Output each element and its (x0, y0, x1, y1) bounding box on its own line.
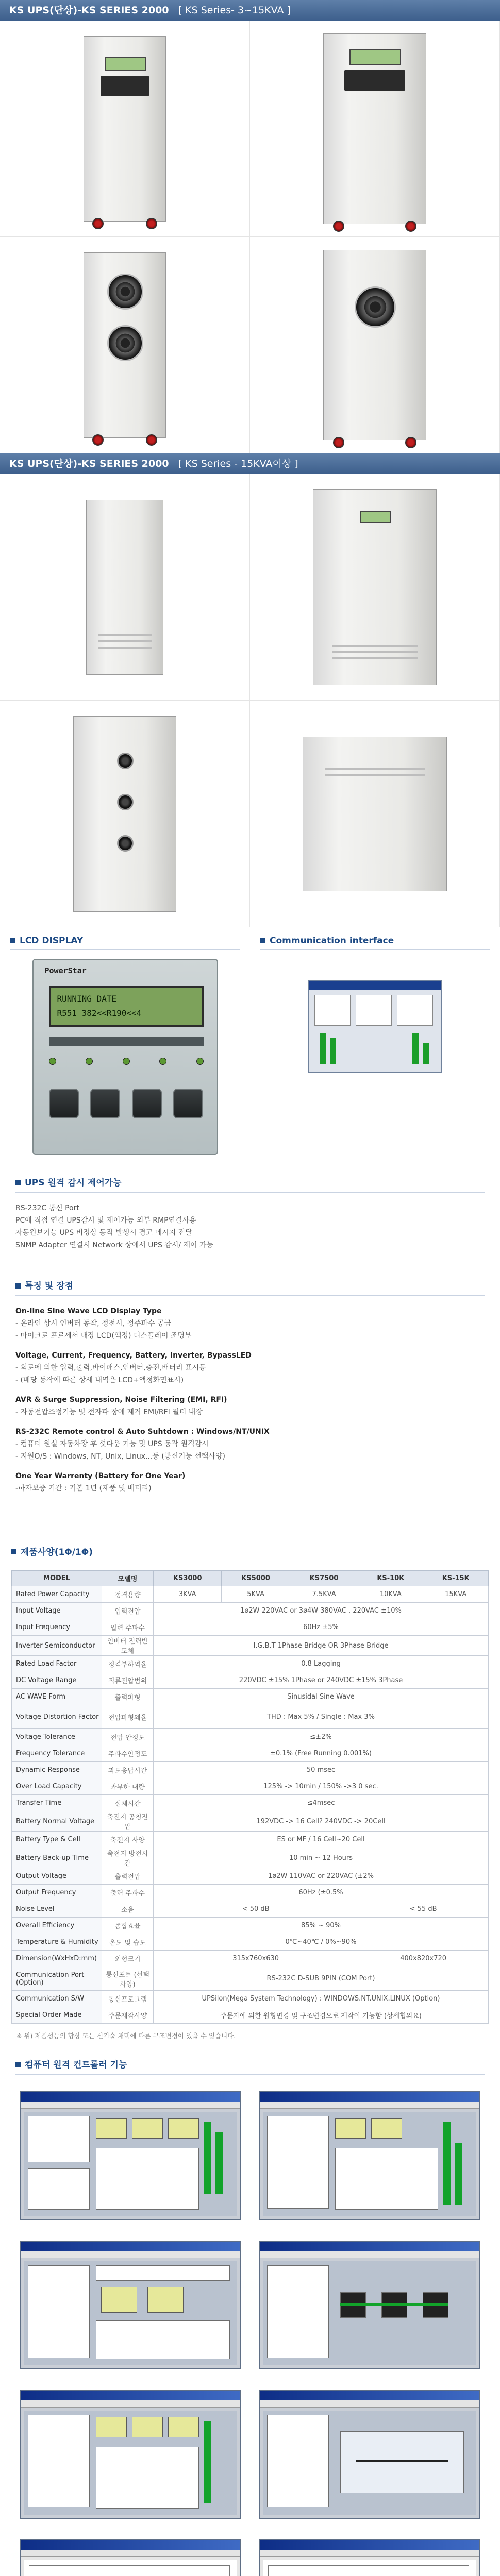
spec-model-cell: Voltage Tolerance (12, 1729, 102, 1745)
spec-table (11, 1570, 489, 2024)
spec-header-cell: MODEL (12, 1571, 102, 1586)
square-bullet-icon (10, 938, 15, 943)
spec-korean-cell: 축전지 공칭전압 (102, 1811, 154, 1832)
feature-title: AVR & Surge Suppression, Noise Filtering (EMI, RFI) (15, 1396, 227, 1404)
spec-korean-cell: 축전지 사양 (102, 1832, 154, 1848)
spec-value-cell: 5KVA (222, 1586, 290, 1603)
lcd-screen-line1: RUNNING DATE (57, 994, 117, 1004)
spec-row (12, 1934, 489, 1951)
feature-title: One Year Warrenty (Battery for One Year) (15, 1472, 186, 1480)
square-bullet-icon (11, 1549, 16, 1554)
communication-column (250, 927, 500, 1170)
square-bullet-icon (15, 1283, 21, 1289)
product-photo-front-small (0, 21, 250, 237)
spec-korean-cell: 절체시간 (102, 1795, 154, 1811)
software-heading-wrap (0, 2049, 500, 2086)
spec-row (12, 1848, 489, 1868)
spec-korean-cell: 주파수안정도 (102, 1745, 154, 1762)
spec-header-row (12, 1571, 489, 1586)
square-bullet-icon (260, 938, 265, 943)
spec-value-cell: 10KVA (358, 1586, 423, 1603)
spec-value-cell: 주문자에 의한 원형변경 및 구조변경으로 제작이 가능함 (상세협의요) (154, 2007, 489, 2024)
spec-header-cell: KS-10K (358, 1571, 423, 1586)
spec-model-cell: AC WAVE Form (12, 1689, 102, 1705)
spec-value-cell: ≤±2% (154, 1729, 489, 1745)
remote-line: RS-232C 통신 Port (15, 1204, 79, 1212)
spec-value-cell: THD : Max 5% / Single : Max 3% (154, 1705, 489, 1729)
spec-korean-cell: 직류전압범위 (102, 1672, 154, 1689)
feature-line: - 마이크로 프로세서 내장 LCD(액정) 디스플레이 조명부 (15, 1332, 192, 1340)
spec-value-cell: 1ø2W 110VAC or 220VAC (±2% (154, 1868, 489, 1885)
remote-line: 자동원보기능 UPS 비정상 동작 발생시 경고 메시지 전달 (15, 1229, 192, 1237)
led-icon (49, 1058, 56, 1065)
spec-korean-cell: 외형크기 (102, 1951, 154, 1967)
led-icon (159, 1058, 166, 1065)
spec-model-cell: Temperature & Humidity (12, 1934, 102, 1951)
spec-row (12, 1762, 489, 1778)
remote-line: SNMP Adapter 연결시 Network 상에서 UPS 감시/ 제어 가능 (15, 1241, 214, 1249)
software-screenshot-grid (0, 2086, 500, 2576)
spec-korean-cell: 출력 주파수 (102, 1885, 154, 1901)
spec-korean-cell: 종합효율 (102, 1918, 154, 1934)
section-bar-15kva-plus (0, 453, 500, 474)
spec-value-cell: < 55 dB (358, 1901, 489, 1918)
spec-row (12, 1868, 489, 1885)
spec-korean-cell: 소음 (102, 1901, 154, 1918)
spec-row (12, 1619, 489, 1636)
spec-row (12, 2007, 489, 2024)
spec-header-cell: KS-15K (423, 1571, 489, 1586)
spec-model-cell: Input Voltage (12, 1603, 102, 1619)
communication-screenshot (308, 980, 442, 1073)
spec-korean-cell: 출력전압 (102, 1868, 154, 1885)
spec-korean-cell: 통신포트 (선택사양) (102, 1967, 154, 1991)
led-icon (86, 1058, 93, 1065)
ups-cabinet-image (303, 737, 447, 891)
spec-value-cell: 7.5KVA (290, 1586, 358, 1603)
spec-value-cell: 0.8 Lagging (154, 1656, 489, 1672)
lcd-panel-image (32, 959, 218, 1155)
ups-cabinet-image (323, 250, 426, 440)
ups-cabinet-image (73, 716, 176, 912)
spec-korean-cell: 입력 주파수 (102, 1619, 154, 1636)
spec-korean-cell: 입력전압 (102, 1603, 154, 1619)
feature-line: - 자동전압조정기능 및 전자파 장애 제거 EMI/RFI 필터 내장 (15, 1408, 203, 1416)
spec-model-cell: Dimension(WxHxD:mm) (12, 1951, 102, 1967)
spec-row (12, 1586, 489, 1603)
spec-table-body (12, 1586, 489, 2024)
spec-heading: 제품사양(1Φ/1Φ) (11, 1545, 489, 1561)
spec-value-cell: 60Hz ±5% (154, 1619, 489, 1636)
spec-value-cell: 10 min ~ 12 Hours (154, 1848, 489, 1868)
spec-model-cell: Output Frequency (12, 1885, 102, 1901)
spec-value-cell: < 50 dB (154, 1901, 358, 1918)
spec-section (0, 1540, 500, 2049)
spec-model-cell: Communication Port (Option) (12, 1967, 102, 1991)
lcd-communication-row (0, 927, 500, 1170)
software-screenshot (259, 2241, 480, 2369)
spec-korean-cell: 온도 및 습도 (102, 1934, 154, 1951)
ups-cabinet-image (84, 36, 166, 222)
features-block (0, 1273, 500, 1540)
spec-value-cell: UPSilon(Mega System Technology) : WINDOWS.NT.UNIX.LINUX (Option) (154, 1991, 489, 2007)
feature-line: - 컴퓨터 원실 자동차장 후 셧다운 기능 및 UPS 동작 원격감시 (15, 1440, 209, 1448)
spec-header-cell: KS3000 (154, 1571, 222, 1586)
spec-row (12, 1729, 489, 1745)
spec-model-cell: Special Order Made (12, 2007, 102, 2024)
spec-value-cell: ±0.1% (Free Running 0.001%) (154, 1745, 489, 1762)
spec-model-cell: Overall Efficiency (12, 1918, 102, 1934)
software-heading: 컴퓨터 원격 컨트롤러 기능 (15, 2059, 485, 2075)
lcd-screen (49, 986, 204, 1027)
section-title: KS UPS(단상)-KS SERIES 2000 (9, 458, 169, 469)
spec-value-cell: ES or MF / 16 Cell~20 Cell (154, 1832, 489, 1848)
feature-title: RS-232C Remote control & Auto Suhtdown : Windows/NT/UNIX (15, 1428, 270, 1436)
spec-korean-cell: 정격부하역율 (102, 1656, 154, 1672)
spec-value-cell: 400x820x720 (358, 1951, 489, 1967)
communication-heading: Communication interface (260, 936, 490, 950)
panel-button-icon (173, 1089, 203, 1118)
spec-model-cell: Over Load Capacity (12, 1778, 102, 1795)
spec-row (12, 1603, 489, 1619)
spec-model-cell: Rated Power Capacity (12, 1586, 102, 1603)
brand-label: PowerStar (44, 966, 87, 975)
spec-value-cell: 1ø2W 220VAC or 3ø4W 380VAC , 220VAC ±10% (154, 1603, 489, 1619)
remote-line: PC에 직접 연결 UPS감시 및 제어가능 외부 RMP연결사용 (15, 1216, 196, 1225)
software-screenshot (20, 2241, 241, 2369)
software-screenshot (20, 2539, 241, 2576)
ups-cabinet-image (313, 489, 437, 685)
ups-cabinet-image (86, 500, 163, 675)
product-photo-rear-big (250, 701, 500, 927)
spec-korean-cell: 주문제작사양 (102, 2007, 154, 2024)
spec-row (12, 1636, 489, 1656)
spec-korean-cell: 과도응답시간 (102, 1762, 154, 1778)
product-photo-back-small (0, 237, 250, 453)
spec-row (12, 1795, 489, 1811)
feature-line: -하자보증 기간 : 기본 1년 (제품 및 배터리) (15, 1484, 152, 1493)
spec-model-cell: Frequency Tolerance (12, 1745, 102, 1762)
software-screenshot (20, 2390, 241, 2519)
remote-monitoring-block (0, 1170, 500, 1273)
spec-model-cell: Voltage Distortion Factor (12, 1705, 102, 1729)
spec-value-cell: 315x760x630 (154, 1951, 358, 1967)
spec-model-cell: Battery Normal Voltage (12, 1811, 102, 1832)
lcd-display-column (0, 927, 250, 1170)
product-photos-3-15kva (0, 21, 500, 453)
spec-row (12, 1918, 489, 1934)
product-photo-front-big (250, 474, 500, 701)
section-bar-3-15kva (0, 0, 500, 21)
square-bullet-icon (15, 1180, 21, 1185)
ups-cabinet-image (323, 33, 426, 224)
led-row (49, 1058, 204, 1065)
spec-korean-cell: 과부하 내량 (102, 1778, 154, 1795)
features-heading: 특징 및 장점 (15, 1280, 485, 1296)
spec-value-cell: Sinusidal Sine Wave (154, 1689, 489, 1705)
spec-model-cell: Battery Back-up Time (12, 1848, 102, 1868)
panel-button-row (49, 1089, 204, 1118)
spec-model-cell: Dynamic Response (12, 1762, 102, 1778)
led-icon (196, 1058, 204, 1065)
spec-model-cell: Input Frequency (12, 1619, 102, 1636)
spec-value-cell: RS-232C D-SUB 9PIN (COM Port) (154, 1967, 489, 1991)
spec-model-cell: DC Voltage Range (12, 1672, 102, 1689)
spec-value-cell: I.G.B.T 1Phase Bridge OR 3Phase Bridge (154, 1636, 489, 1656)
product-photo-front-large (250, 21, 500, 237)
panel-button-icon (132, 1089, 162, 1118)
panel-button-icon (90, 1089, 120, 1118)
spec-model-cell: Transfer Time (12, 1795, 102, 1811)
feature-line: - (배당 동작에 따른 상세 내역은 LCD+액정화면표시) (15, 1376, 184, 1384)
spec-model-cell: Battery Type & Cell (12, 1832, 102, 1848)
spec-value-cell: 125% -> 10min / 150% ->3 0 sec. (154, 1778, 489, 1795)
spec-korean-cell: 전압파형왜율 (102, 1705, 154, 1729)
feature-line: - 회로에 의한 입력,출력,바이패스,인버터,충전,배터리 표시등 (15, 1364, 206, 1372)
spec-model-cell: Output Voltage (12, 1868, 102, 1885)
spec-row (12, 1656, 489, 1672)
spec-row (12, 1689, 489, 1705)
spec-model-cell: Noise Level (12, 1901, 102, 1918)
product-photos-15kva-plus (0, 474, 500, 927)
software-screenshot (259, 2091, 480, 2220)
spec-korean-cell: 통신프로그램 (102, 1991, 154, 2007)
spec-row (12, 1705, 489, 1729)
section-title: KS UPS(단상)-KS SERIES 2000 (9, 5, 169, 16)
spec-value-cell: 192VDC -> 16 Cell? 240VDC -> 20Cell (154, 1811, 489, 1832)
spec-row (12, 1778, 489, 1795)
software-screenshot (259, 2539, 480, 2576)
spec-row (12, 1832, 489, 1848)
lcd-display-heading: LCD DISPLAY (10, 936, 240, 950)
spec-value-cell: 85% ~ 90% (154, 1918, 489, 1934)
spec-value-cell: 3KVA (154, 1586, 222, 1603)
software-screenshot (20, 2091, 241, 2220)
feature-title: Voltage, Current, Frequency, Battery, Inverter, BypassLED (15, 1351, 252, 1360)
square-bullet-icon (15, 2062, 21, 2067)
spec-header-cell: 모델명 (102, 1571, 154, 1586)
spec-korean-cell: 전압 안정도 (102, 1729, 154, 1745)
lcd-screen-line2: R551 382<<R190<<4 (57, 1008, 142, 1018)
software-screenshot (259, 2390, 480, 2519)
ups-cabinet-image (84, 252, 166, 438)
panel-button-icon (49, 1089, 79, 1118)
spec-row (12, 1967, 489, 1991)
spec-value-cell: 220VDC ±15% 1Phase or 240VDC ±15% 3Phase (154, 1672, 489, 1689)
spec-footnote: ※ 위) 제품성능의 향상 또는 신기술 채택에 따른 구조변경이 있을 수 있습니다. (16, 2032, 236, 2040)
spec-value-cell: ≤4msec (154, 1795, 489, 1811)
spec-row (12, 1745, 489, 1762)
indicator-strip (49, 1037, 204, 1046)
spec-header-cell: KS5000 (222, 1571, 290, 1586)
spec-value-cell: 15KVA (423, 1586, 489, 1603)
spec-korean-cell: 정격용량 (102, 1586, 154, 1603)
spec-model-cell: Rated Load Factor (12, 1656, 102, 1672)
spec-row (12, 1811, 489, 1832)
spec-model-cell: Inverter Semiconductor (12, 1636, 102, 1656)
section-subtitle: [ KS Series - 15KVA이상 ] (178, 458, 298, 469)
spec-value-cell: 60Hz (±0.5% (154, 1885, 489, 1901)
product-photo-breakers (0, 701, 250, 927)
spec-row (12, 1951, 489, 1967)
feature-title: On-line Sine Wave LCD Display Type (15, 1307, 162, 1315)
spec-value-cell: 0℃~40℃ / 0%~90% (154, 1934, 489, 1951)
remote-heading: UPS 원격 감시 제어가능 (15, 1177, 485, 1193)
spec-value-cell: 50 msec (154, 1762, 489, 1778)
feature-line: - 지원O/S : Windows, NT, Unix, Linux...등 (통신기능 선택사양) (15, 1452, 225, 1461)
spec-korean-cell: 인버터 전력반도체 (102, 1636, 154, 1656)
section-subtitle: [ KS Series- 3~15KVA ] (178, 5, 291, 16)
feature-line: - 온라인 상시 인버터 동작, 정전시, 정주파수 공급 (15, 1319, 172, 1328)
spec-row (12, 1672, 489, 1689)
spec-row (12, 1885, 489, 1901)
product-photo-back-large (250, 237, 500, 453)
spec-row (12, 1991, 489, 2007)
spec-header-cell: KS7500 (290, 1571, 358, 1586)
spec-row (12, 1901, 489, 1918)
spec-model-cell: Communication S/W (12, 1991, 102, 2007)
spec-korean-cell: 출력파형 (102, 1689, 154, 1705)
product-photo-side (0, 474, 250, 701)
spec-korean-cell: 축전지 방전시간 (102, 1848, 154, 1868)
led-icon (123, 1058, 130, 1065)
